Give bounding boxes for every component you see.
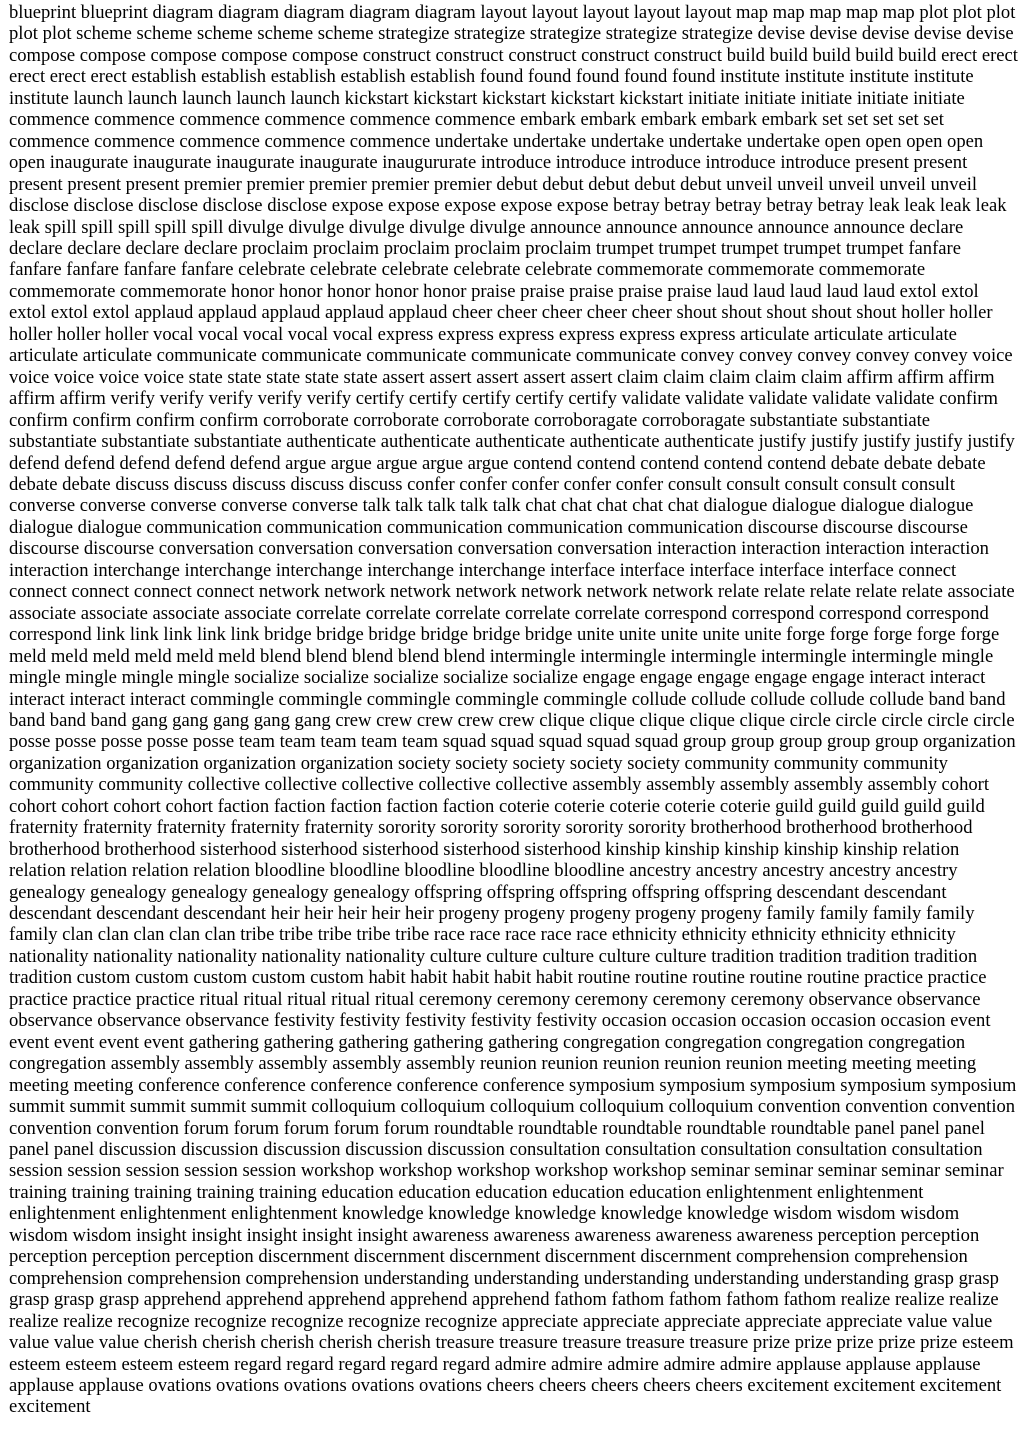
- document-body-text: blueprint blueprint diagram diagram diagram diagram diagram layout layout layout layout layout map map map map map plot plot plot plot plot scheme scheme scheme scheme scheme strategize strategize strategize strategize strategize devise devise devise devise devise compose compose compose compose compose construct construct construct construct construct build build build build build erect erect erect erect erect establish establish establish establish establish found found found found found institute institute institute institute institute launch launch launch launch launch kickstart kickstart kickstart kickstart kickstart initiate initiate initiate initiate initiate commence commence commence commence commence commence embark embark embark embark embark set set set set set commence commence commence commence commence undertake undertake undertake undertake undertake open open open open open inaugurate inaugurate inaugurate inaugurate inaugururate introduce introduce introduce introduce introduce present present present present present premier premier premier premier premier debut debut debut debut debut unveil unveil unveil unveil unveil disclose disclose disclose disclose disclose expose expose expose expose expose betray betray betray betray betray leak leak leak leak leak spill spill spill spill spill divulge divulge divulge divulge divulge announce announce announce announce announce declare declare declare declare declare proclaim proclaim proclaim proclaim proclaim trumpet trumpet trumpet trumpet trumpet fanfare fanfare fanfare fanfare fanfare celebrate celebrate celebrate celebrate celebrate commemorate commemorate commemorate commemorate commemorate honor honor honor honor honor praise praise praise praise praise laud laud laud laud laud extol extol extol extol extol applaud applaud applaud applaud applaud cheer cheer cheer cheer cheer shout shout shout shout shout holler holler holler holler holler vocal vocal vocal vocal vocal express express express express express express articulate articulate articulate articulate articulate communicate communicate communicate communicate communicate convey convey convey convey convey voice voice voice voice voice state state state state state assert assert assert assert assert claim claim claim claim claim affirm affirm affirm affirm affirm verify verify verify verify verify certify certify certify certify certify validate validate validate validate validate confirm confirm confirm confirm confirm corroborate corroborate corroborate corroboragate corroboragate substantiate substantiate substantiate substantiate substantiate authenticate authenticate authenticate authenticate authenticate justify justify justify justify justify defend defend defend defend defend argue argue argue argue argue contend contend contend contend contend debate debate debate debate debate discuss discuss discuss discuss discuss confer confer confer confer confer consult consult consult consult consult converse converse converse converse converse talk talk talk talk talk chat chat chat chat chat dialogue dialogue dialogue dialogue dialogue dialogue communication communication communication communication communication discourse discourse discourse discourse discourse conversation conversation conversation conversation conversation interaction interaction interaction interaction interaction interchange interchange interchange interchange interchange interface interface interface interface interface connect connect connect connect connect network network network network network network network relate relate relate relate relate associate associate associate associate associate correlate correlate correlate correlate correlate correspond correspond correspond correspond correspond link link link link link bridge bridge bridge bridge bridge bridge unite unite unite unite unite forge forge forge forge forge meld meld meld meld meld meld blend blend blend blend blend intermingle intermingle intermingle intermingle intermingle mingle mingle mingle mingle mingle socialize socialize socialize socialize socialize engage engage engage engage engage interact interact interact interact interact commingle commingle commingle commingle commingle collude collude collude collude collude band band band band band gang gang gang gang gang crew crew crew crew crew clique clique clique clique clique circle circle circle circle circle posse posse posse posse posse team team team team team squad squad squad squad squad group group group group group organization organization organization organization organization society society society society society community community community community community collective collective collective collective collective assembly assembly assembly assembly assembly cohort cohort cohort cohort cohort faction faction faction faction faction coterie coterie coterie coterie coterie guild guild guild guild guild fraternity fraternity fraternity fraternity fraternity sorority sorority sorority sorority sorority brotherhood brotherhood brotherhood brotherhood brotherhood sisterhood sisterhood sisterhood sisterhood sisterhood kinship kinship kinship kinship kinship relation relation relation relation relation bloodline bloodline bloodline bloodline bloodline ancestry ancestry ancestry ancestry ancestry genealogy genealogy genealogy genealogy genealogy offspring offspring offspring offspring offspring descendant descendant descendant descendant descendant heir heir heir heir heir progeny progeny progeny progeny progeny family family family family family clan clan clan clan clan tribe tribe tribe tribe tribe race race race race race ethnicity ethnicity ethnicity ethnicity ethnicity nationality nationality nationality nationality nationality culture culture culture culture culture tradition tradition tradition tradition tradition custom custom custom custom custom habit habit habit habit habit routine routine routine routine routine practice practice practice practice practice ritual ritual ritual ritual ritual ceremony ceremony ceremony ceremony ceremony observance observance observance observance observance festivity festivity festivity festivity festivity occasion occasion occasion occasion occasion event event event event event gathering gathering gathering gathering gathering congregation congregation congregation congregation congregation assembly assembly assembly assembly assembly reunion reunion reunion reunion reunion meeting meeting meeting meeting meeting conference conference conference conference conference symposium symposium symposium symposium symposium summit summit summit summit summit colloquium colloquium colloquium colloquium colloquium convention convention convention convention convention forum forum forum forum forum roundtable roundtable roundtable roundtable roundtable panel panel panel panel panel discussion discussion discussion discussion discussion consultation consultation consultation consultation consultation session session session session session workshop workshop workshop workshop workshop seminar seminar seminar seminar seminar training training training training training education education education education education enlightenment enlightenment enlightenment enlightenment enlightenment knowledge knowledge knowledge knowledge knowledge wisdom wisdom wisdom wisdom wisdom insight insight insight insight insight awareness awareness awareness awareness awareness perception perception perception perception perception discernment discernment discernment discernment discernment comprehension comprehension comprehension comprehension comprehension understanding understanding understanding understanding understanding grasp grasp grasp grasp grasp apprehend apprehend apprehend apprehend apprehend fathom fathom fathom fathom fathom realize realize realize realize realize recognize recognize recognize recognize recognize appreciate appreciate appreciate appreciate appreciate value value value value value cherish cherish cherish cherish cherish treasure treasure treasure treasure treasure prize prize prize prize prize esteem esteem esteem esteem esteem regard regard regard regard regard admire admire admire admire admire applause applause applause applause applause ovations ovations ovations ovations ovations cheers cheers cheers cheers cheers excitement excitement excitement excitement: [9, 2, 1018, 1418]
